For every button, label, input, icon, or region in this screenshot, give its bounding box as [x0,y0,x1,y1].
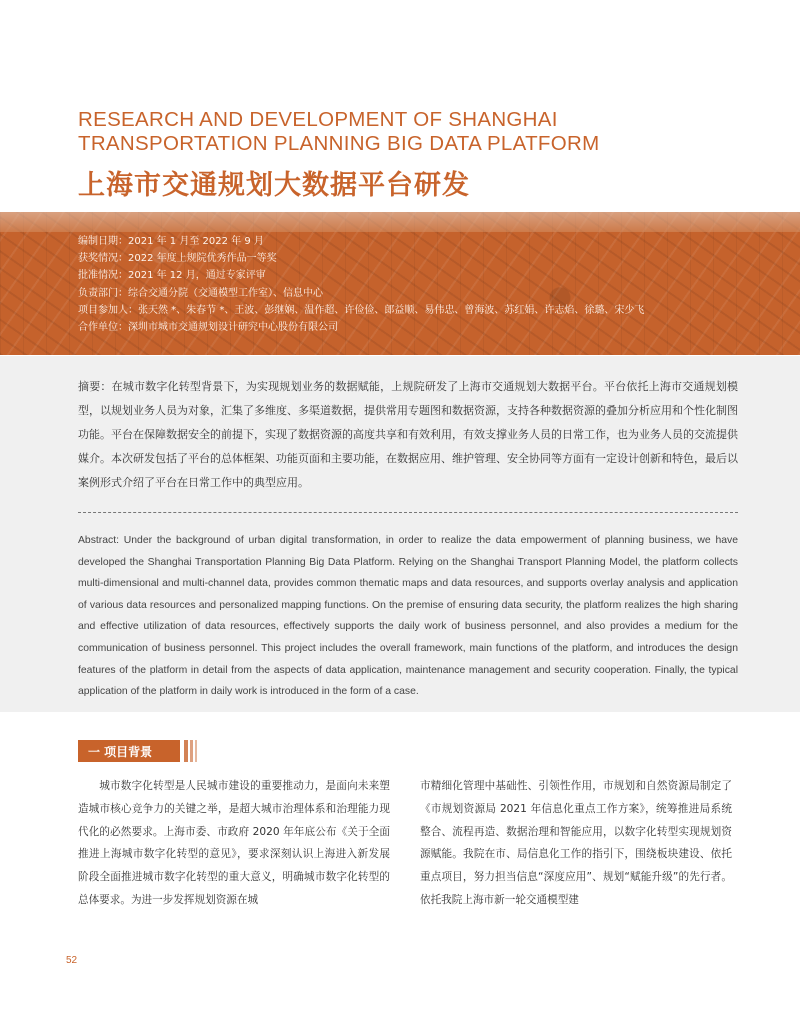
title-chinese: 上海市交通规划大数据平台研发 [78,170,470,201]
meta-award: 获奖情况：2022 年度上规院优秀作品一等奖 [78,253,277,265]
project-meta-list [78,233,644,336]
section-title: 一 项目背景 [78,740,180,762]
abstract-english: Abstract: Under the background of urban digital transformation, in order to realize the data empowerment of planning business, we have developed the Shanghai Transportation Planning Big Data Platform. Relying on the Shanghai Transport Planning Model, the platform collects multi-dimensional and multi-channel data, provides common thematic maps and data resources, and supports overlay analysis and application of various data resources and personalized mapping functions. On the premise of ensuring data security, the platform realizes the high sharing and effective utilization of data resources, effectively supports the daily work of business personnel, and also provides a medium for the communication of business personnel. This project includes the overall framework, main functions of the platform, and introduces the design features of the platform in detail from the aspects of data application, maintenance management and security cooperation. Finally, the typical application of the platform in daily work is introduced in the form of a case. [78,535,738,698]
meta-department: 负责部门：综合交通分院（交通模型工作室）、信息中心 [78,287,323,299]
meta-compile-date: 编制日期：2021 年 1 月至 2022 年 9 月 [78,236,264,247]
page-number: 52 [66,955,78,966]
body-column-left: 城市数字化转型是人民城市建设的重要推动力，是面向未来塑造城市核心竞争力的关键之举，是超大城市治理体系和治理能力现代化的必然要求。上海市委、市政府 2020 年年底公布《关于全面推进上海城市数字化转型的意见》，要求深刻认识上海进入新发展阶段全面推进城市数字化转型的重大意义，明确城市数字化转型的总体要求。为进一步发挥规划资源在城 [78,780,390,906]
title-english: RESEARCH AND DEVELOPMENT OF SHANGHAI TRANSPORTATION PLANNING BIG DATA PLATFORM [78,108,600,155]
meta-partner: 合作单位：深圳市城市交通规划设计研究中心股份有限公司 [78,322,338,334]
section-heading [78,740,197,762]
project-info-banner [0,212,800,355]
abstract-divider [78,512,738,513]
body-column-right: 市精细化管理中基础性、引领性作用，市规划和自然资源局制定了《市规划资源局 2021 年信息化重点工作方案》，统筹推进局系统整合、流程再造、数据治理和智能应用，以数字化转型实现规划资源赋能。我院在市、局信息化工作的指引下，围绕板块建设、依托重点项目，努力担当信息“深度应用”、规划“赋能升级”的先行者。依托我院上海市新一轮交通模型建 [420,780,732,906]
banner-top-strip [0,212,800,232]
meta-approval: 批准情况：2021 年 12 月，通过专家评审 [78,270,266,282]
section-heading-decoration [182,740,197,762]
abstract-chinese: 摘要：在城市数字化转型背景下，为实现规划业务的数据赋能，上规院研发了上海市交通规划大数据平台。平台依托上海市交通规划模型，以规划业务人员为对象，汇集了多维度、多渠道数据，提供常用专题图和数据资源，支持各种数据资源的叠加分析应用和个性化制图功能。平台在保障数据安全的前提下，实现了数据资源的高度共享和有效利用，有效支撑业务人员的日常工作，也为业务人员的交流提供媒介。本次研发包括了平台的总体框架、功能页面和主要功能，在数据应用、维护管理、安全协同等方面有一定设计创新和特色，最后以案例形式介绍了平台在日常工作中的典型应用。 [78,380,738,489]
meta-participants: 项目参加人：张天然 *、朱春节 *、王波、彭继娴、温作超、许俭俭、郎益顺、易伟忠、曾海波、苏红娟、许志焰、徐璐、宋少飞 [78,304,645,316]
